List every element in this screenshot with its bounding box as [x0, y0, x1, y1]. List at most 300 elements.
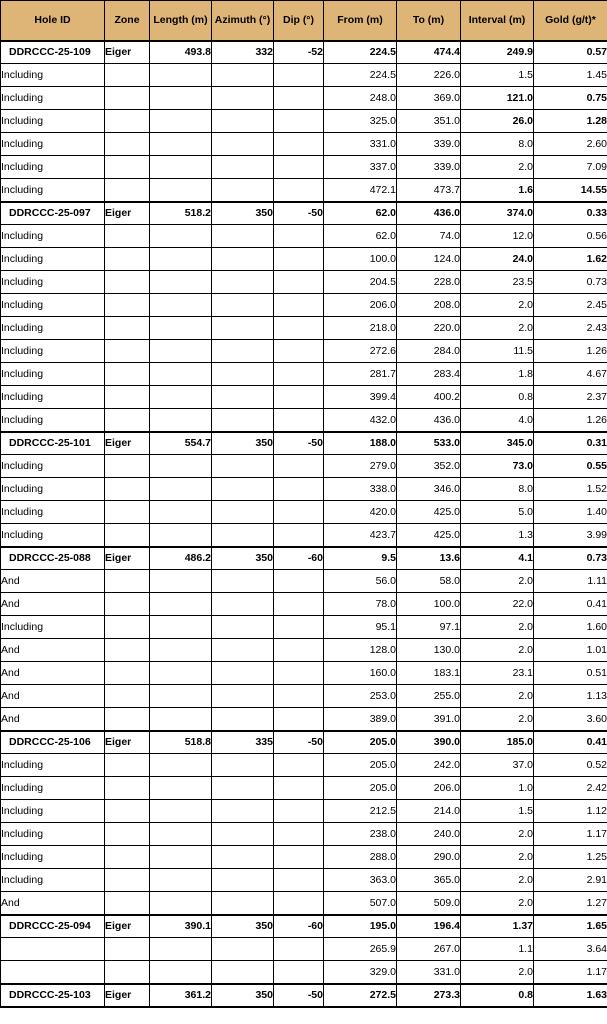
cell-to: 331.0: [397, 961, 461, 984]
cell-azimuth: 350: [212, 202, 274, 225]
cell-length: [150, 961, 212, 984]
cell-interval: 1.37: [461, 915, 534, 938]
cell-length: 493.8: [150, 41, 212, 64]
cell-to: 97.1: [397, 616, 461, 639]
cell-to: 284.0: [397, 340, 461, 363]
cell-zone: [105, 708, 150, 731]
table-row: [1, 271, 607, 294]
cell-azimuth: [212, 846, 274, 869]
table-row: [1, 800, 607, 823]
cell-azimuth: [212, 708, 274, 731]
cell-gold: 0.33: [534, 202, 607, 225]
cell-from: 420.0: [324, 501, 397, 524]
cell-dip: [274, 409, 324, 432]
table-header-row: [1, 1, 607, 41]
cell-interval: 2.0: [461, 156, 534, 179]
cell-gold: 1.65: [534, 915, 607, 938]
cell-zone: [105, 892, 150, 915]
table-row: [1, 708, 607, 731]
cell-azimuth: [212, 317, 274, 340]
cell-azimuth: [212, 64, 274, 87]
cell-to: 436.0: [397, 202, 461, 225]
cell-to: 130.0: [397, 639, 461, 662]
cell-gold: 2.43: [534, 317, 607, 340]
cell-interval-label: Including: [1, 248, 105, 271]
cell-length: [150, 386, 212, 409]
cell-zone: [105, 616, 150, 639]
cell-interval-label: Including: [1, 340, 105, 363]
cell-interval-label: Including: [1, 524, 105, 547]
cell-hole-id: DDRCCC-25-094: [1, 915, 105, 938]
cell-interval: 4.0: [461, 409, 534, 432]
cell-from: 272.5: [324, 984, 397, 1007]
cell-interval-label: Including: [1, 179, 105, 202]
cell-dip: [274, 110, 324, 133]
cell-interval-label: Including: [1, 777, 105, 800]
cell-zone: Eiger: [105, 432, 150, 455]
cell-to: 228.0: [397, 271, 461, 294]
cell-interval: 23.1: [461, 662, 534, 685]
cell-zone: [105, 823, 150, 846]
cell-gold: 0.51: [534, 662, 607, 685]
table-row: [1, 409, 607, 432]
cell-interval-label: Including: [1, 317, 105, 340]
cell-interval: 23.5: [461, 271, 534, 294]
cell-gold: 1.12: [534, 800, 607, 823]
cell-gold: 0.75: [534, 87, 607, 110]
cell-dip: [274, 800, 324, 823]
cell-length: [150, 616, 212, 639]
cell-azimuth: [212, 271, 274, 294]
cell-interval: 2.0: [461, 892, 534, 915]
cell-from: 205.0: [324, 777, 397, 800]
cell-interval: 1.5: [461, 64, 534, 87]
cell-zone: [105, 478, 150, 501]
table-row: [1, 754, 607, 777]
cell-gold: 7.09: [534, 156, 607, 179]
cell-gold: 2.42: [534, 777, 607, 800]
cell-from: 432.0: [324, 409, 397, 432]
cell-length: [150, 777, 212, 800]
cell-interval: 2.0: [461, 639, 534, 662]
cell-gold: 1.26: [534, 340, 607, 363]
cell-interval-label: And: [1, 685, 105, 708]
cell-gold: 1.60: [534, 616, 607, 639]
cell-azimuth: [212, 225, 274, 248]
cell-from: 238.0: [324, 823, 397, 846]
cell-dip: [274, 248, 324, 271]
cell-length: [150, 754, 212, 777]
cell-gold: 1.45: [534, 64, 607, 87]
cell-gold: 1.63: [534, 984, 607, 1007]
cell-interval: 2.0: [461, 317, 534, 340]
table-row: [1, 685, 607, 708]
cell-from: 100.0: [324, 248, 397, 271]
cell-dip: [274, 179, 324, 202]
cell-dip: [274, 685, 324, 708]
cell-azimuth: [212, 938, 274, 961]
cell-length: [150, 271, 212, 294]
cell-interval-label: Including: [1, 478, 105, 501]
cell-zone: [105, 800, 150, 823]
cell-length: 518.2: [150, 202, 212, 225]
cell-gold: 0.57: [534, 41, 607, 64]
cell-dip: [274, 616, 324, 639]
cell-gold: 4.67: [534, 363, 607, 386]
cell-zone: [105, 225, 150, 248]
cell-dip: [274, 823, 324, 846]
column-header-length: Length (m): [150, 1, 212, 41]
cell-hole-id: DDRCCC-25-097: [1, 202, 105, 225]
cell-azimuth: [212, 455, 274, 478]
cell-interval: 345.0: [461, 432, 534, 455]
cell-interval-label: Including: [1, 363, 105, 386]
cell-to: 242.0: [397, 754, 461, 777]
cell-dip: [274, 869, 324, 892]
cell-interval-label: Including: [1, 800, 105, 823]
table-row: [1, 225, 607, 248]
cell-zone: [105, 156, 150, 179]
cell-interval: 22.0: [461, 593, 534, 616]
cell-from: 78.0: [324, 593, 397, 616]
cell-zone: Eiger: [105, 41, 150, 64]
cell-to: 365.0: [397, 869, 461, 892]
cell-to: 240.0: [397, 823, 461, 846]
cell-length: [150, 501, 212, 524]
cell-interval-label: And: [1, 570, 105, 593]
cell-interval-label: Including: [1, 616, 105, 639]
cell-length: [150, 317, 212, 340]
cell-from: 338.0: [324, 478, 397, 501]
cell-dip: [274, 501, 324, 524]
cell-from: 253.0: [324, 685, 397, 708]
cell-gold: 14.55: [534, 179, 607, 202]
cell-length: [150, 892, 212, 915]
cell-zone: [105, 524, 150, 547]
cell-to: 206.0: [397, 777, 461, 800]
cell-from: 62.0: [324, 202, 397, 225]
cell-dip: [274, 271, 324, 294]
cell-azimuth: [212, 777, 274, 800]
cell-to: 369.0: [397, 87, 461, 110]
cell-length: 361.2: [150, 984, 212, 1007]
cell-interval-label: Including: [1, 501, 105, 524]
table-row: [1, 731, 607, 754]
cell-from: 205.0: [324, 754, 397, 777]
cell-gold: 3.64: [534, 938, 607, 961]
table-row: [1, 593, 607, 616]
cell-from: 281.7: [324, 363, 397, 386]
table-row: [1, 984, 607, 1007]
cell-gold: 2.45: [534, 294, 607, 317]
cell-gold: 1.13: [534, 685, 607, 708]
cell-interval-label: Including: [1, 846, 105, 869]
cell-interval: 1.1: [461, 938, 534, 961]
cell-from: 272.6: [324, 340, 397, 363]
cell-to: 474.4: [397, 41, 461, 64]
cell-azimuth: [212, 616, 274, 639]
table-row: [1, 363, 607, 386]
cell-azimuth: 350: [212, 547, 274, 570]
cell-length: [150, 409, 212, 432]
column-header-dip: Dip (°): [274, 1, 324, 41]
cell-interval: 1.3: [461, 524, 534, 547]
cell-gold: 2.37: [534, 386, 607, 409]
cell-length: [150, 455, 212, 478]
cell-length: [150, 294, 212, 317]
cell-dip: [274, 708, 324, 731]
cell-interval: 0.8: [461, 984, 534, 1007]
cell-to: 255.0: [397, 685, 461, 708]
cell-dip: [274, 961, 324, 984]
cell-azimuth: [212, 156, 274, 179]
cell-azimuth: 332: [212, 41, 274, 64]
cell-zone: [105, 869, 150, 892]
cell-length: [150, 869, 212, 892]
cell-to: 533.0: [397, 432, 461, 455]
cell-dip: -50: [274, 984, 324, 1007]
cell-azimuth: 350: [212, 915, 274, 938]
cell-length: [150, 938, 212, 961]
cell-to: 220.0: [397, 317, 461, 340]
cell-from: 206.0: [324, 294, 397, 317]
cell-gold: 1.25: [534, 846, 607, 869]
cell-hole-id: DDRCCC-25-106: [1, 731, 105, 754]
cell-from: 472.1: [324, 179, 397, 202]
cell-gold: 1.11: [534, 570, 607, 593]
cell-azimuth: [212, 869, 274, 892]
cell-length: [150, 823, 212, 846]
cell-interval-label: And: [1, 662, 105, 685]
cell-dip: [274, 133, 324, 156]
table-body: [1, 41, 607, 1007]
cell-dip: [274, 524, 324, 547]
cell-interval: 185.0: [461, 731, 534, 754]
cell-interval: 0.8: [461, 386, 534, 409]
cell-length: [150, 248, 212, 271]
cell-dip: [274, 754, 324, 777]
cell-azimuth: [212, 892, 274, 915]
cell-zone: [105, 271, 150, 294]
cell-to: 100.0: [397, 593, 461, 616]
cell-zone: [105, 133, 150, 156]
cell-azimuth: [212, 961, 274, 984]
cell-from: 160.0: [324, 662, 397, 685]
cell-gold: 2.91: [534, 869, 607, 892]
cell-azimuth: [212, 87, 274, 110]
cell-interval: 2.0: [461, 616, 534, 639]
cell-from: 62.0: [324, 225, 397, 248]
cell-zone: [105, 179, 150, 202]
table-row: [1, 823, 607, 846]
cell-from: 195.0: [324, 915, 397, 938]
cell-interval: 12.0: [461, 225, 534, 248]
cell-to: 226.0: [397, 64, 461, 87]
cell-dip: [274, 639, 324, 662]
cell-dip: -50: [274, 432, 324, 455]
cell-azimuth: [212, 409, 274, 432]
cell-dip: -52: [274, 41, 324, 64]
cell-dip: [274, 570, 324, 593]
cell-to: 425.0: [397, 524, 461, 547]
cell-interval-label: Including: [1, 455, 105, 478]
cell-to: 352.0: [397, 455, 461, 478]
cell-to: 509.0: [397, 892, 461, 915]
cell-azimuth: [212, 754, 274, 777]
cell-azimuth: [212, 133, 274, 156]
cell-azimuth: [212, 593, 274, 616]
cell-interval: 2.0: [461, 685, 534, 708]
cell-zone: [105, 110, 150, 133]
cell-dip: [274, 87, 324, 110]
cell-to: 196.4: [397, 915, 461, 938]
cell-dip: [274, 455, 324, 478]
cell-azimuth: [212, 662, 274, 685]
cell-dip: -50: [274, 731, 324, 754]
cell-interval-label: Including: [1, 87, 105, 110]
cell-azimuth: 350: [212, 432, 274, 455]
table-row: [1, 294, 607, 317]
cell-zone: [105, 248, 150, 271]
cell-from: 95.1: [324, 616, 397, 639]
cell-gold: 3.60: [534, 708, 607, 731]
cell-length: [150, 639, 212, 662]
cell-interval-label: And: [1, 708, 105, 731]
cell-from: 224.5: [324, 64, 397, 87]
cell-length: [150, 478, 212, 501]
cell-to: 339.0: [397, 156, 461, 179]
cell-length: [150, 524, 212, 547]
cell-to: 183.1: [397, 662, 461, 685]
cell-interval: 2.0: [461, 708, 534, 731]
cell-zone: [105, 777, 150, 800]
cell-zone: Eiger: [105, 731, 150, 754]
column-header-azimuth: Azimuth (°): [212, 1, 274, 41]
cell-interval-label: Including: [1, 823, 105, 846]
cell-from: 248.0: [324, 87, 397, 110]
table-row: [1, 41, 607, 64]
cell-zone: [105, 64, 150, 87]
cell-length: [150, 800, 212, 823]
cell-to: 346.0: [397, 478, 461, 501]
cell-from: 329.0: [324, 961, 397, 984]
cell-interval: 73.0: [461, 455, 534, 478]
cell-gold: 3.99: [534, 524, 607, 547]
cell-from: 325.0: [324, 110, 397, 133]
cell-interval: 11.5: [461, 340, 534, 363]
cell-dip: [274, 892, 324, 915]
cell-interval: 1.0: [461, 777, 534, 800]
column-header-interval: Interval (m): [461, 1, 534, 41]
cell-interval: 24.0: [461, 248, 534, 271]
cell-length: [150, 570, 212, 593]
cell-hole-id: DDRCCC-25-109: [1, 41, 105, 64]
table-row: [1, 110, 607, 133]
cell-interval: 2.0: [461, 846, 534, 869]
cell-gold: 1.40: [534, 501, 607, 524]
cell-azimuth: 335: [212, 731, 274, 754]
cell-length: [150, 133, 212, 156]
cell-length: [150, 156, 212, 179]
cell-length: 390.1: [150, 915, 212, 938]
table-row: [1, 869, 607, 892]
cell-azimuth: [212, 179, 274, 202]
cell-azimuth: [212, 363, 274, 386]
cell-azimuth: [212, 800, 274, 823]
cell-length: 486.2: [150, 547, 212, 570]
cell-azimuth: [212, 294, 274, 317]
cell-azimuth: [212, 501, 274, 524]
cell-to: 390.0: [397, 731, 461, 754]
cell-interval-label: [1, 961, 105, 984]
table-row: [1, 961, 607, 984]
cell-gold: 1.26: [534, 409, 607, 432]
cell-zone: [105, 685, 150, 708]
cell-azimuth: [212, 248, 274, 271]
table-row: [1, 915, 607, 938]
cell-interval: 374.0: [461, 202, 534, 225]
table-row: [1, 340, 607, 363]
table-row: [1, 478, 607, 501]
cell-gold: 1.17: [534, 823, 607, 846]
cell-interval: 1.8: [461, 363, 534, 386]
cell-from: 205.0: [324, 731, 397, 754]
cell-zone: Eiger: [105, 915, 150, 938]
cell-length: [150, 225, 212, 248]
cell-length: [150, 363, 212, 386]
table-row: [1, 501, 607, 524]
cell-interval-label: Including: [1, 110, 105, 133]
column-header-zone: Zone: [105, 1, 150, 41]
cell-gold: 1.52: [534, 478, 607, 501]
table-row: [1, 386, 607, 409]
cell-to: 13.6: [397, 547, 461, 570]
cell-dip: [274, 225, 324, 248]
cell-azimuth: [212, 685, 274, 708]
cell-to: 124.0: [397, 248, 461, 271]
cell-interval-label: Including: [1, 754, 105, 777]
cell-to: 273.3: [397, 984, 461, 1007]
cell-gold: 0.41: [534, 731, 607, 754]
cell-zone: [105, 363, 150, 386]
cell-dip: [274, 156, 324, 179]
cell-from: 399.4: [324, 386, 397, 409]
cell-zone: [105, 317, 150, 340]
cell-from: 9.5: [324, 547, 397, 570]
cell-azimuth: [212, 639, 274, 662]
cell-from: 56.0: [324, 570, 397, 593]
table-row: [1, 846, 607, 869]
cell-interval-label: Including: [1, 386, 105, 409]
cell-dip: [274, 938, 324, 961]
cell-length: 518.8: [150, 731, 212, 754]
table-row: [1, 616, 607, 639]
cell-from: 331.0: [324, 133, 397, 156]
cell-to: 339.0: [397, 133, 461, 156]
cell-azimuth: [212, 386, 274, 409]
table-row: [1, 938, 607, 961]
cell-length: [150, 846, 212, 869]
cell-interval: 1.6: [461, 179, 534, 202]
table-row: [1, 570, 607, 593]
table-row: [1, 156, 607, 179]
table-row: [1, 892, 607, 915]
table-row: [1, 524, 607, 547]
cell-to: 391.0: [397, 708, 461, 731]
cell-from: 279.0: [324, 455, 397, 478]
table-header: [1, 1, 607, 41]
cell-to: 283.4: [397, 363, 461, 386]
